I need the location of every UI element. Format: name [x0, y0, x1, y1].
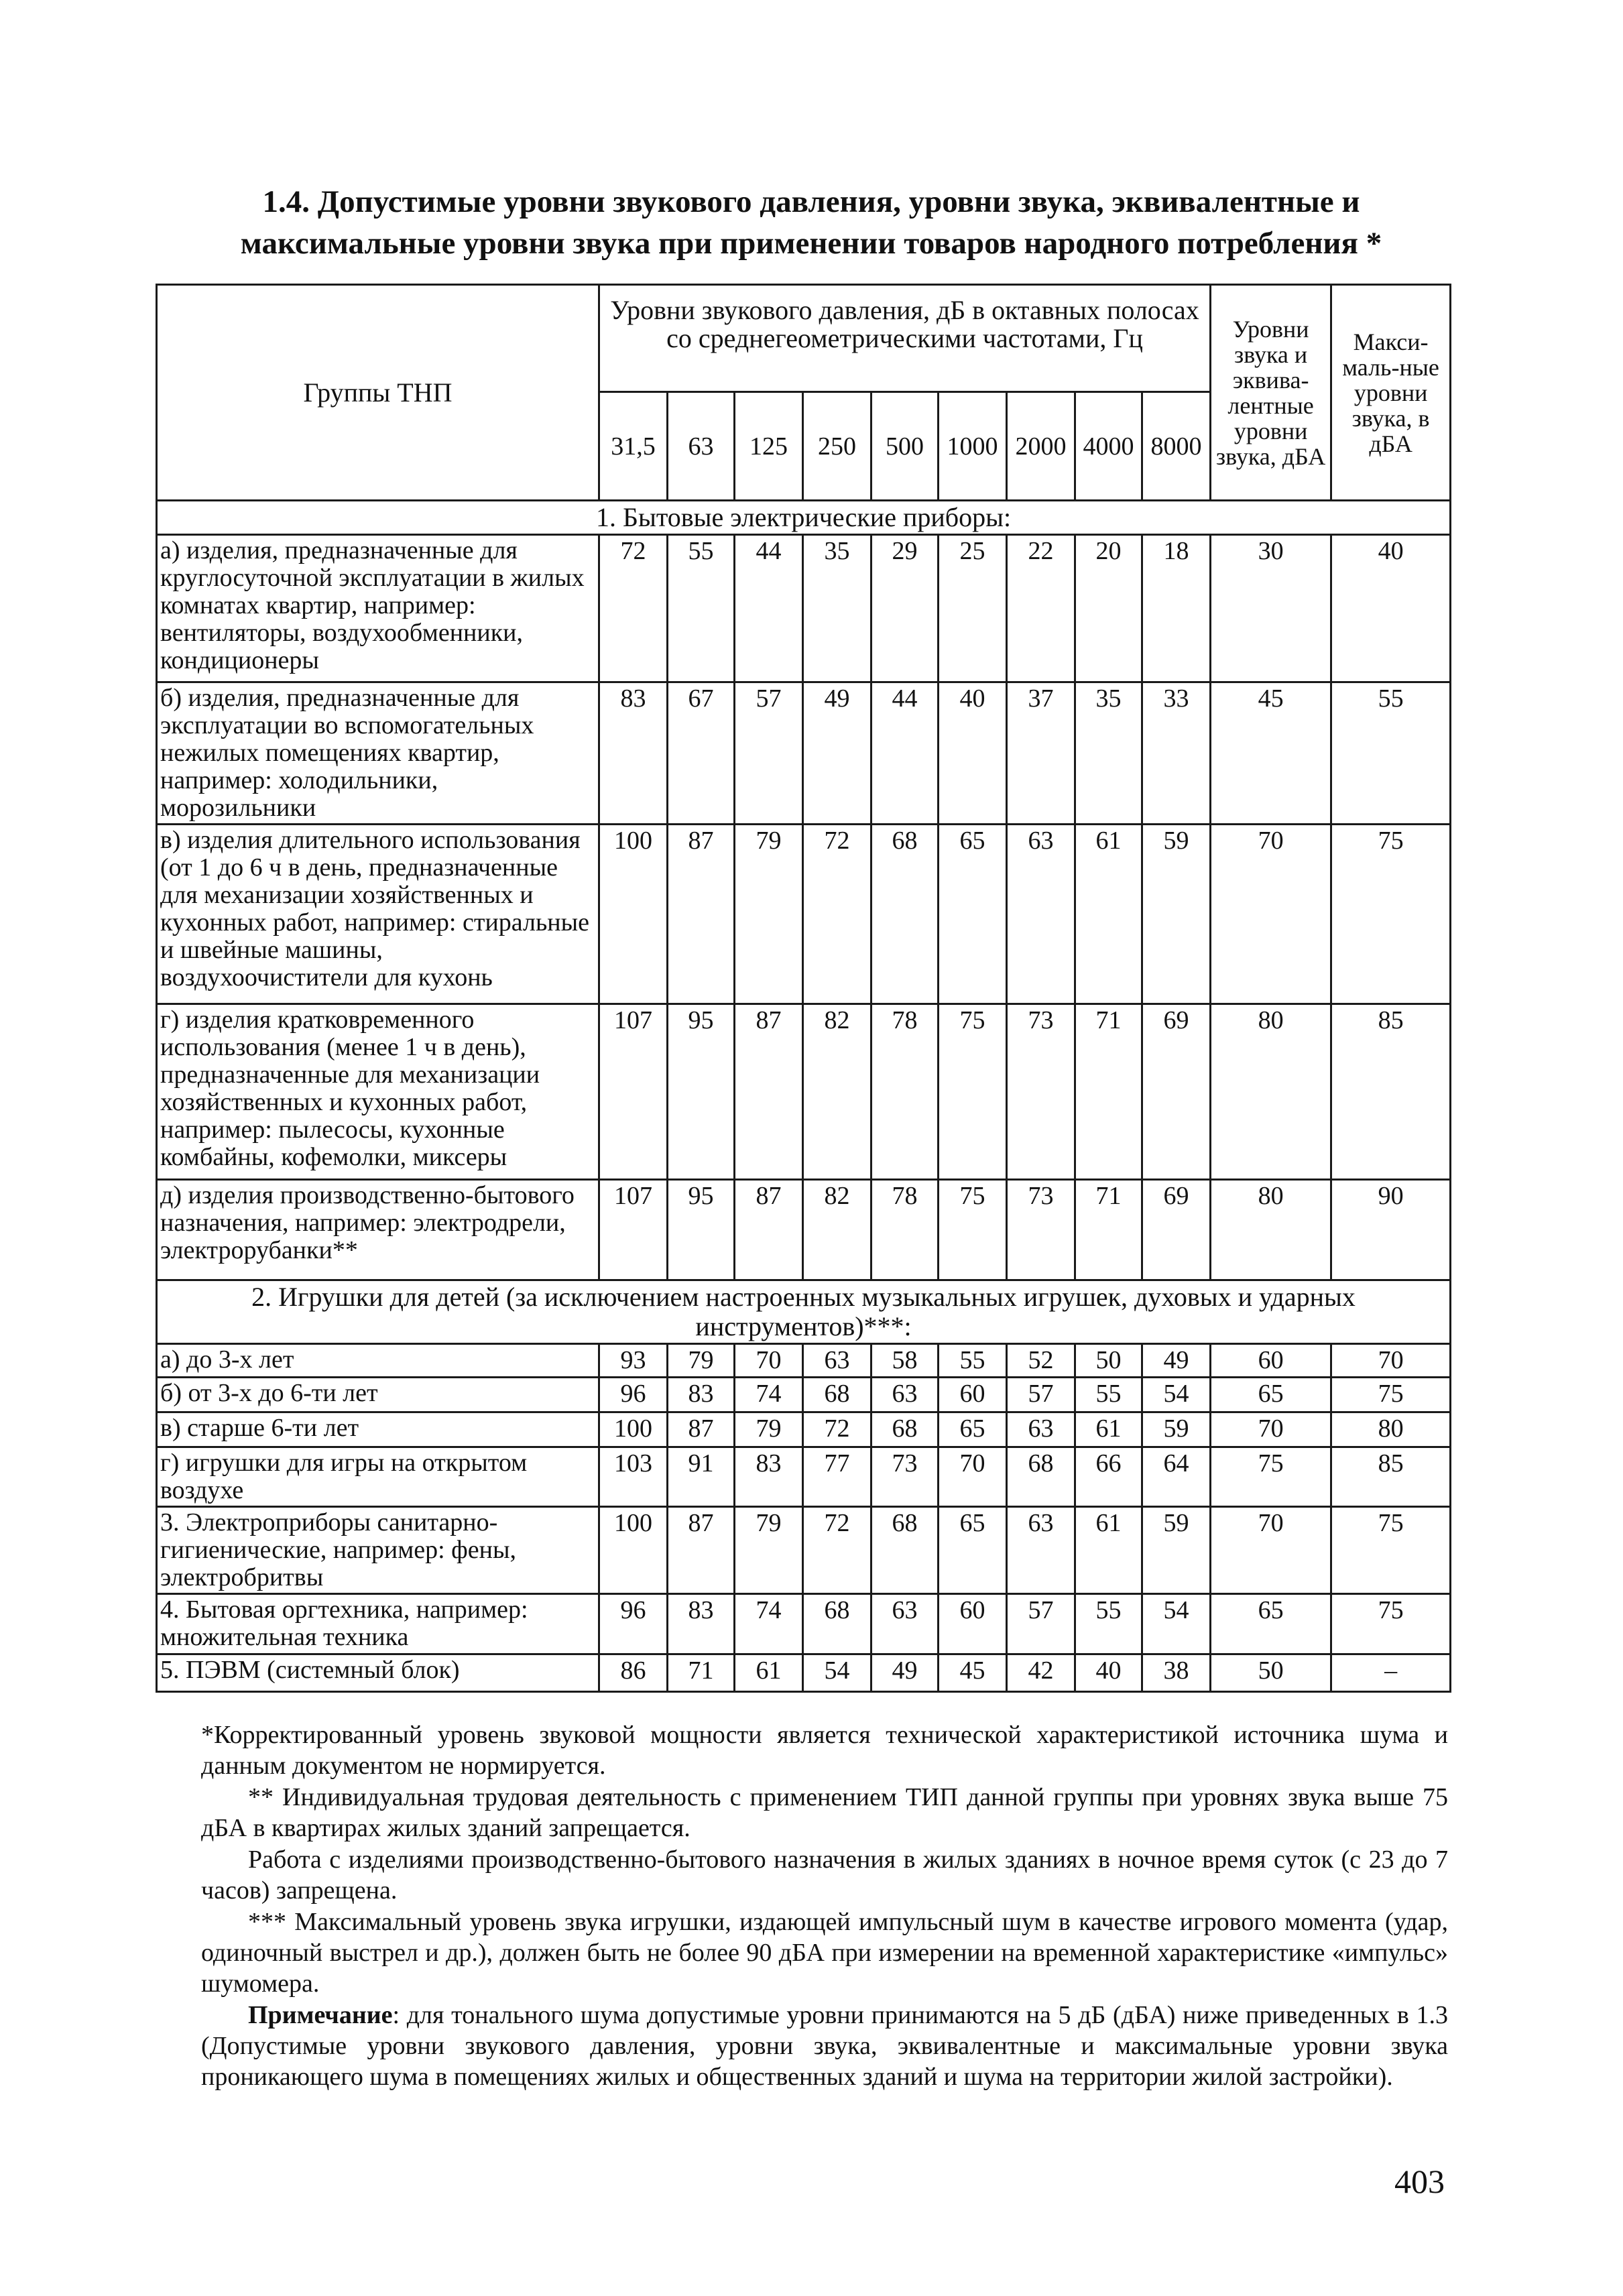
value-cell: 33	[1142, 682, 1211, 825]
value-cell: 25	[939, 535, 1007, 682]
table-row	[157, 1004, 1451, 1180]
group-label: б) изделия, предназначенные для эксплуатации во вспомогательных нежилых помещениях квартир, например: холодильники, морозильники	[157, 682, 599, 825]
freq-header: 31,5	[599, 392, 668, 501]
value-cell: 72	[803, 825, 871, 1004]
value-cell: 79	[735, 1507, 803, 1594]
freq-header: 125	[735, 392, 803, 501]
value-cell: 93	[599, 1344, 668, 1378]
value-cell: 80	[1211, 1180, 1331, 1280]
header-equivalent: Уровни звука и эквива-лентные уровни звука, дБА	[1211, 285, 1331, 501]
value-cell: 63	[871, 1594, 939, 1654]
value-cell: 75	[1331, 1507, 1451, 1594]
value-cell: 82	[803, 1180, 871, 1280]
table-header	[157, 285, 1451, 501]
value-cell: 103	[599, 1447, 668, 1507]
freq-header: 4000	[1075, 392, 1142, 501]
group-label: д) изделия производственно-бытового назначения, например: электродрели, электрорубанки**	[157, 1180, 599, 1280]
value-cell: 77	[803, 1447, 871, 1507]
group-label: г) игрушки для игры на открытом воздухе	[157, 1447, 599, 1507]
value-cell: 40	[939, 682, 1007, 825]
value-cell: 49	[1142, 1344, 1211, 1378]
value-cell: 68	[871, 825, 939, 1004]
value-cell: 79	[735, 1412, 803, 1447]
value-cell: 74	[735, 1378, 803, 1412]
value-cell: 50	[1075, 1344, 1142, 1378]
value-cell: 100	[599, 825, 668, 1004]
freq-header: 1000	[939, 392, 1007, 501]
page-title	[154, 181, 1468, 264]
group-label: г) изделия кратковременного использования (менее 1 ч в день), предназначенные для механизации хозяйственных и кухонных работ, например: пылесосы, кухонные комбайны, кофемолки, миксеры	[157, 1004, 599, 1180]
value-cell: 95	[668, 1180, 735, 1280]
value-cell: 85	[1331, 1447, 1451, 1507]
value-cell: 59	[1142, 1412, 1211, 1447]
value-cell: 55	[1075, 1378, 1142, 1412]
value-cell: 96	[599, 1378, 668, 1412]
value-cell: 65	[939, 1507, 1007, 1594]
value-cell: 85	[1331, 1004, 1451, 1180]
value-cell: 55	[939, 1344, 1007, 1378]
value-cell: 87	[668, 1412, 735, 1447]
value-cell: 29	[871, 535, 939, 682]
value-cell: 44	[735, 535, 803, 682]
title-line-1: 1.4. Допустимые уровни звукового давления, уровни звука, эквивалентные и	[262, 184, 1360, 219]
value-cell: 59	[1142, 825, 1211, 1004]
value-cell: 42	[1007, 1654, 1075, 1692]
header-max: Макси-маль-ные уровни звука, в дБА	[1331, 285, 1451, 501]
value-cell: 58	[871, 1344, 939, 1378]
value-cell: 54	[1142, 1594, 1211, 1654]
value-cell: 71	[668, 1654, 735, 1692]
section-row	[157, 501, 1451, 535]
value-cell: 44	[871, 682, 939, 825]
note-remark-label: Примечание	[248, 2001, 393, 2029]
value-cell: 90	[1331, 1180, 1451, 1280]
value-cell: 40	[1331, 535, 1451, 682]
value-cell: 83	[735, 1447, 803, 1507]
value-cell: 35	[803, 535, 871, 682]
value-cell: 107	[599, 1004, 668, 1180]
value-cell: 68	[803, 1378, 871, 1412]
value-cell: 87	[668, 1507, 735, 1594]
value-cell: 60	[939, 1594, 1007, 1654]
value-cell: 71	[1075, 1004, 1142, 1180]
value-cell: 63	[871, 1378, 939, 1412]
value-cell: 63	[1007, 825, 1075, 1004]
footnote-1: *Корректированный уровень звуковой мощности является технической характеристикой источника шума и данным документом не нормируется.	[201, 1721, 1448, 1780]
freq-header: 2000	[1007, 392, 1075, 501]
value-cell: 78	[871, 1004, 939, 1180]
value-cell: 49	[803, 682, 871, 825]
value-cell: 75	[1211, 1447, 1331, 1507]
value-cell: 63	[1007, 1412, 1075, 1447]
footnote-2: ** Индивидуальная трудовая деятельность с применением ТИП данной группы при уровнях звука выше 75 дБА в квартирах жилых зданий запрещается.	[201, 1783, 1448, 1842]
value-cell: 63	[1007, 1507, 1075, 1594]
value-cell: 20	[1075, 535, 1142, 682]
value-cell: 73	[1007, 1180, 1075, 1280]
value-cell: 40	[1075, 1654, 1142, 1692]
value-cell: 65	[1211, 1378, 1331, 1412]
group-label: а) изделия, предназначенные для круглосуточной эксплуатации в жилых комнатах квартир, например: вентиляторы, воздухообменники, кондиционеры	[157, 535, 599, 682]
value-cell: 55	[1075, 1594, 1142, 1654]
value-cell: 83	[668, 1594, 735, 1654]
value-cell: 66	[1075, 1447, 1142, 1507]
title-line-2: максимальные уровни звука при применении товаров народного потребления *	[240, 226, 1382, 261]
value-cell: 107	[599, 1180, 668, 1280]
value-cell: 57	[735, 682, 803, 825]
value-cell: 65	[939, 825, 1007, 1004]
value-cell: 61	[1075, 1412, 1142, 1447]
value-cell: 75	[1331, 1594, 1451, 1654]
group-label: а) до 3-х лет	[157, 1344, 599, 1378]
value-cell: 71	[1075, 1180, 1142, 1280]
value-cell: 63	[803, 1344, 871, 1378]
value-cell: 75	[939, 1180, 1007, 1280]
value-cell: –	[1331, 1654, 1451, 1692]
freq-header: 63	[668, 392, 735, 501]
value-cell: 70	[1211, 825, 1331, 1004]
value-cell: 30	[1211, 535, 1331, 682]
table-row	[157, 1447, 1451, 1507]
value-cell: 65	[1211, 1594, 1331, 1654]
footnotes	[201, 1719, 1448, 2093]
table-row	[157, 1654, 1451, 1692]
table-row	[157, 1344, 1451, 1378]
value-cell: 72	[599, 535, 668, 682]
value-cell: 91	[668, 1447, 735, 1507]
value-cell: 38	[1142, 1654, 1211, 1692]
section-title: 1. Бытовые электрические приборы:	[157, 501, 1451, 535]
value-cell: 68	[1007, 1447, 1075, 1507]
value-cell: 59	[1142, 1507, 1211, 1594]
table-row	[157, 1507, 1451, 1594]
table-body	[157, 501, 1451, 1692]
table-row	[157, 1378, 1451, 1412]
value-cell: 70	[1211, 1412, 1331, 1447]
group-label: б) от 3-х до 6-ти лет	[157, 1378, 599, 1412]
value-cell: 49	[871, 1654, 939, 1692]
value-cell: 80	[1331, 1412, 1451, 1447]
value-cell: 87	[735, 1004, 803, 1180]
note-remark-text: : для тонального шума допустимые уровни принимаются на 5 дБ (дБА) ниже приведенных в 1.3 (Допустимые уровни звукового давления, уровни звука, эквивалентные и максимальные уровни звука проникающего шума в помещениях жилых и общественных зданий и шума на территории жилой застройки).	[201, 2001, 1448, 2091]
table-row	[157, 1180, 1451, 1280]
value-cell: 100	[599, 1412, 668, 1447]
value-cell: 87	[735, 1180, 803, 1280]
value-cell: 68	[871, 1412, 939, 1447]
value-cell: 64	[1142, 1447, 1211, 1507]
value-cell: 35	[1075, 682, 1142, 825]
value-cell: 83	[668, 1378, 735, 1412]
value-cell: 54	[803, 1654, 871, 1692]
value-cell: 80	[1211, 1004, 1331, 1180]
value-cell: 69	[1142, 1180, 1211, 1280]
value-cell: 68	[871, 1507, 939, 1594]
value-cell: 45	[1211, 682, 1331, 825]
noise-norms-table	[156, 284, 1451, 1693]
table-row	[157, 825, 1451, 1004]
value-cell: 72	[803, 1507, 871, 1594]
freq-header: 250	[803, 392, 871, 501]
value-cell: 69	[1142, 1004, 1211, 1180]
value-cell: 22	[1007, 535, 1075, 682]
group-label: в) старше 6-ти лет	[157, 1412, 599, 1447]
value-cell: 67	[668, 682, 735, 825]
value-cell: 61	[1075, 825, 1142, 1004]
value-cell: 55	[1331, 682, 1451, 825]
value-cell: 55	[668, 535, 735, 682]
value-cell: 70	[735, 1344, 803, 1378]
value-cell: 45	[939, 1654, 1007, 1692]
table-row	[157, 682, 1451, 825]
value-cell: 86	[599, 1654, 668, 1692]
value-cell: 52	[1007, 1344, 1075, 1378]
value-cell: 83	[599, 682, 668, 825]
footnote-3: Работа с изделиями производственно-бытового назначения в жилых зданиях в ночное время суток (с 23 до 7 часов) запрещена.	[201, 1846, 1448, 1905]
value-cell: 57	[1007, 1378, 1075, 1412]
freq-header: 500	[871, 392, 939, 501]
table-row	[157, 535, 1451, 682]
value-cell: 70	[939, 1447, 1007, 1507]
value-cell: 72	[803, 1412, 871, 1447]
group-label: 3. Электроприборы санитарно-гигиенические, например: фены, электробритвы	[157, 1507, 599, 1594]
value-cell: 61	[735, 1654, 803, 1692]
value-cell: 18	[1142, 535, 1211, 682]
value-cell: 74	[735, 1594, 803, 1654]
value-cell: 82	[803, 1004, 871, 1180]
value-cell: 73	[871, 1447, 939, 1507]
value-cell: 79	[735, 825, 803, 1004]
value-cell: 57	[1007, 1594, 1075, 1654]
value-cell: 87	[668, 825, 735, 1004]
value-cell: 37	[1007, 682, 1075, 825]
header-group: Группы ТНП	[157, 285, 599, 501]
page-number: 403	[1394, 2163, 1445, 2200]
value-cell: 70	[1211, 1507, 1331, 1594]
value-cell: 60	[1211, 1344, 1331, 1378]
note-remark	[201, 2000, 1448, 2092]
group-label: 5. ПЭВМ (системный блок)	[157, 1654, 599, 1692]
value-cell: 65	[939, 1412, 1007, 1447]
section-row	[157, 1280, 1451, 1344]
value-cell: 50	[1211, 1654, 1331, 1692]
value-cell: 75	[939, 1004, 1007, 1180]
value-cell: 73	[1007, 1004, 1075, 1180]
value-cell: 75	[1331, 1378, 1451, 1412]
footnote-4: *** Максимальный уровень звука игрушки, издающей импульсный шум в качестве игрового момента (удар, одиночный выстрел и др.), должен быть не более 90 дБА при измерении на временной характеристике «импульс» шумомера.	[201, 1908, 1448, 1998]
group-label: в) изделия длительного использования (от 1 до 6 ч в день, предназначенные для механизации хозяйственных и кухонных работ, например: стиральные и швейные машины, воздухоочистители для кухонь	[157, 825, 599, 1004]
table-row	[157, 1412, 1451, 1447]
value-cell: 78	[871, 1180, 939, 1280]
value-cell: 70	[1331, 1344, 1451, 1378]
value-cell: 95	[668, 1004, 735, 1180]
value-cell: 61	[1075, 1507, 1142, 1594]
value-cell: 60	[939, 1378, 1007, 1412]
freq-header: 8000	[1142, 392, 1211, 501]
value-cell: 96	[599, 1594, 668, 1654]
value-cell: 68	[803, 1594, 871, 1654]
section-title: 2. Игрушки для детей (за исключением настроенных музыкальных игрушек, духовых и ударных инструментов)***:	[157, 1280, 1451, 1344]
value-cell: 100	[599, 1507, 668, 1594]
value-cell: 75	[1331, 825, 1451, 1004]
table-row	[157, 1594, 1451, 1654]
value-cell: 54	[1142, 1378, 1211, 1412]
value-cell: 79	[668, 1344, 735, 1378]
group-label: 4. Бытовая оргтехника, например: множительная техника	[157, 1594, 599, 1654]
header-octave: Уровни звукового давления, дБ в октавных полосах со среднегеометрическими частотами, Гц	[599, 285, 1211, 392]
